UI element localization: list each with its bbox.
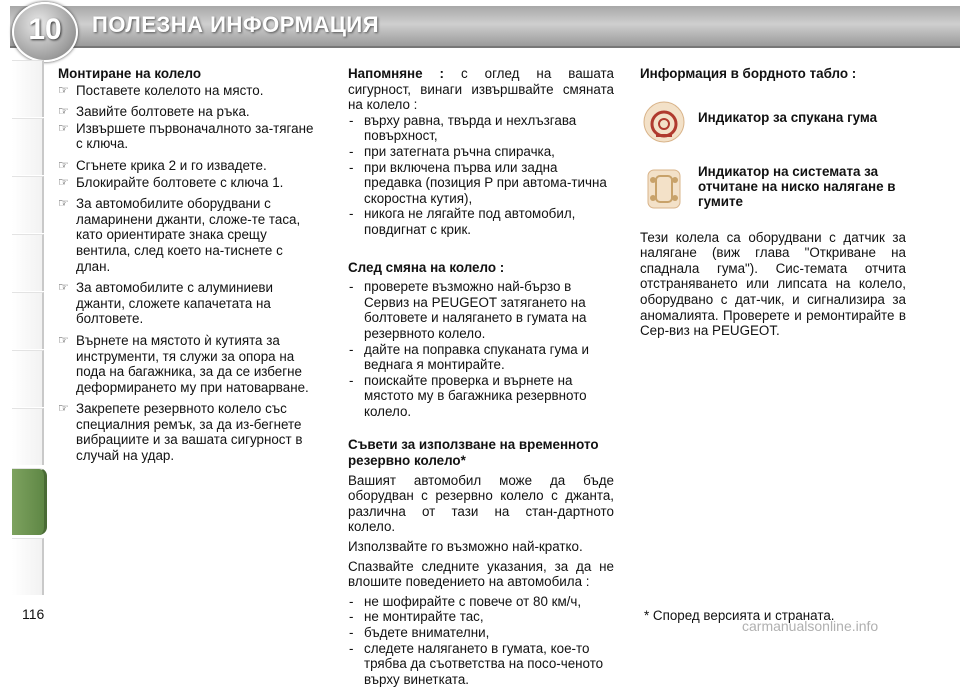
pointing-hand-icon: ☞	[58, 401, 69, 416]
indicator-flat-tyre	[640, 100, 906, 148]
chapter-badge	[12, 2, 78, 62]
indicator-low-pressure	[640, 163, 906, 216]
list-item: ☞ За автомобилите оборудвани с ламаринени джанти, сложе-те таса, като ориентирате знака срещу вентила, след което на-тиснете с длан.	[58, 196, 301, 274]
pointing-hand-icon: ☞	[58, 104, 69, 119]
page-header	[0, 0, 960, 58]
pointing-hand-icon: ☞	[58, 120, 69, 135]
pointing-hand-icon: ☞	[58, 332, 69, 347]
paragraph: Спазвайте следните указания, за да не влошите поведението на автомобила :	[348, 558, 614, 590]
chapter-tab-4[interactable]	[12, 234, 44, 291]
list-item: ☞ Върнете на мястото ѝ кутията за инструменти, тя служи за опора на пода на багажника, за да се избегне деформирането му при натоварване.	[58, 332, 309, 395]
list-item: - бъдете внимателни,	[349, 625, 490, 640]
list-item: - поискайте проверка и върнете на мястото му в багажника резервното колело.	[349, 372, 587, 419]
paragraph: Използвайте го възможно най-кратко.	[348, 539, 583, 555]
chapter-tab-7[interactable]	[12, 408, 44, 465]
section-heading: Информация в бордното табло :	[640, 66, 857, 81]
chapter-tab-10-active[interactable]	[12, 468, 47, 535]
list-item: - не шофирайте с повече от 80 км/ч,	[349, 593, 582, 609]
list-item: - върху равна, твърда и нехлъзгава повърхност,	[349, 112, 577, 144]
list-item: - проверете възможно най-бързо в Сервиз на PEUGEOT затягането на болтовете и налягането в гумата на резервното колело.	[349, 279, 587, 341]
column-mounting	[58, 66, 320, 464]
list-item: - при затегната ръчна спирачка,	[349, 143, 555, 159]
column-dashboard-info	[640, 66, 906, 339]
list-item: ☞ Блокирайте болтовете с ключа 1.	[58, 174, 284, 190]
section-heading: Съвети за използване на временното резервно колело*	[348, 437, 599, 469]
chapter-tab-2[interactable]	[12, 118, 44, 175]
section-heading: Монтиране на колело	[58, 66, 202, 81]
chapter-tab-1[interactable]	[12, 60, 44, 117]
list-item: - следете налягането в гумата, кое-то трябва да съответства на посо-ченото върху винетката.	[349, 640, 604, 687]
pointing-hand-icon: ☞	[58, 280, 69, 295]
chapter-tabs	[0, 60, 46, 580]
paragraph: Вашият автомобил може да бъде оборудван с резервно колело с джанта, различна от тази на стан-дартното колело.	[348, 472, 614, 535]
list-item: ☞ За автомобилите с алуминиеви джанти, сложете капачетата на болтовете.	[58, 280, 274, 327]
watermark: carmanualsonline.info	[742, 618, 879, 634]
list-item: - дайте на поправка спуканата гума и веднага я монтирайте.	[349, 341, 589, 373]
pointing-hand-icon: ☞	[58, 82, 69, 97]
list-item: - никога не лягайте под автомобил, повдигнат с крик.	[349, 206, 576, 237]
pointing-hand-icon: ☞	[58, 174, 69, 189]
chapter-tab-3[interactable]	[12, 176, 44, 233]
list-item: ☞ Поставете колелото на място.	[58, 82, 264, 98]
chapter-number: 10	[28, 13, 62, 46]
page-title: ПОЛЕЗНА ИНФОРМАЦИЯ	[92, 12, 380, 37]
pointing-hand-icon: ☞	[58, 157, 69, 172]
chapter-tab-6[interactable]	[12, 350, 44, 407]
footnote: * Според версията и страната.	[644, 608, 835, 623]
list-item: ☞ Извършете първоначалното за-тягане с ключа.	[58, 120, 314, 152]
column-reminders	[348, 66, 614, 687]
reminder-heading: Напомняне :	[348, 66, 444, 81]
tyre-pressure-icon	[642, 166, 686, 210]
section-heading: След смяна на колело :	[348, 259, 505, 275]
list-item: ☞ Закрепете резервното колело със специалния ремък, за да из-бегнете вибрациите и за вашата сигурност в случай на удар.	[58, 401, 303, 464]
list-item: - не монтирайте тас,	[349, 609, 484, 625]
page-number: 116	[22, 606, 45, 622]
chapter-tab-11[interactable]	[12, 538, 44, 595]
paragraph: Тези колела са оборудвани с датчик за налягане (виж глава "Откриване на спаднала гума"). Сис-темата отчита отстраняването или липсата на колело, оборудвано с дат-чик, и сигнализира за аномалията. Проверете и ремонтирайте в Сер-виз на PEUGEOT.	[640, 229, 906, 339]
indicator-label: Индикатор на системата за отчитане на ниско налягане в гумите	[698, 163, 896, 209]
flat-tyre-warning-icon	[642, 100, 686, 144]
reminder-paragraph: Напомняне : с оглед на вашата сигурност, винаги извършвайте смяната на колело :	[348, 66, 614, 113]
list-item: ☞ Завийте болтовете на ръка.	[58, 104, 250, 120]
indicator-label: Индикатор за спукана гума	[698, 109, 878, 125]
chapter-tab-5[interactable]	[12, 292, 44, 349]
list-item: ☞ Сгънете крика 2 и го извадете.	[58, 157, 267, 173]
pointing-hand-icon: ☞	[58, 196, 69, 211]
list-item: - при включена първа или задна предавка (позиция P при автома-тична скоростна кутия),	[349, 159, 607, 206]
